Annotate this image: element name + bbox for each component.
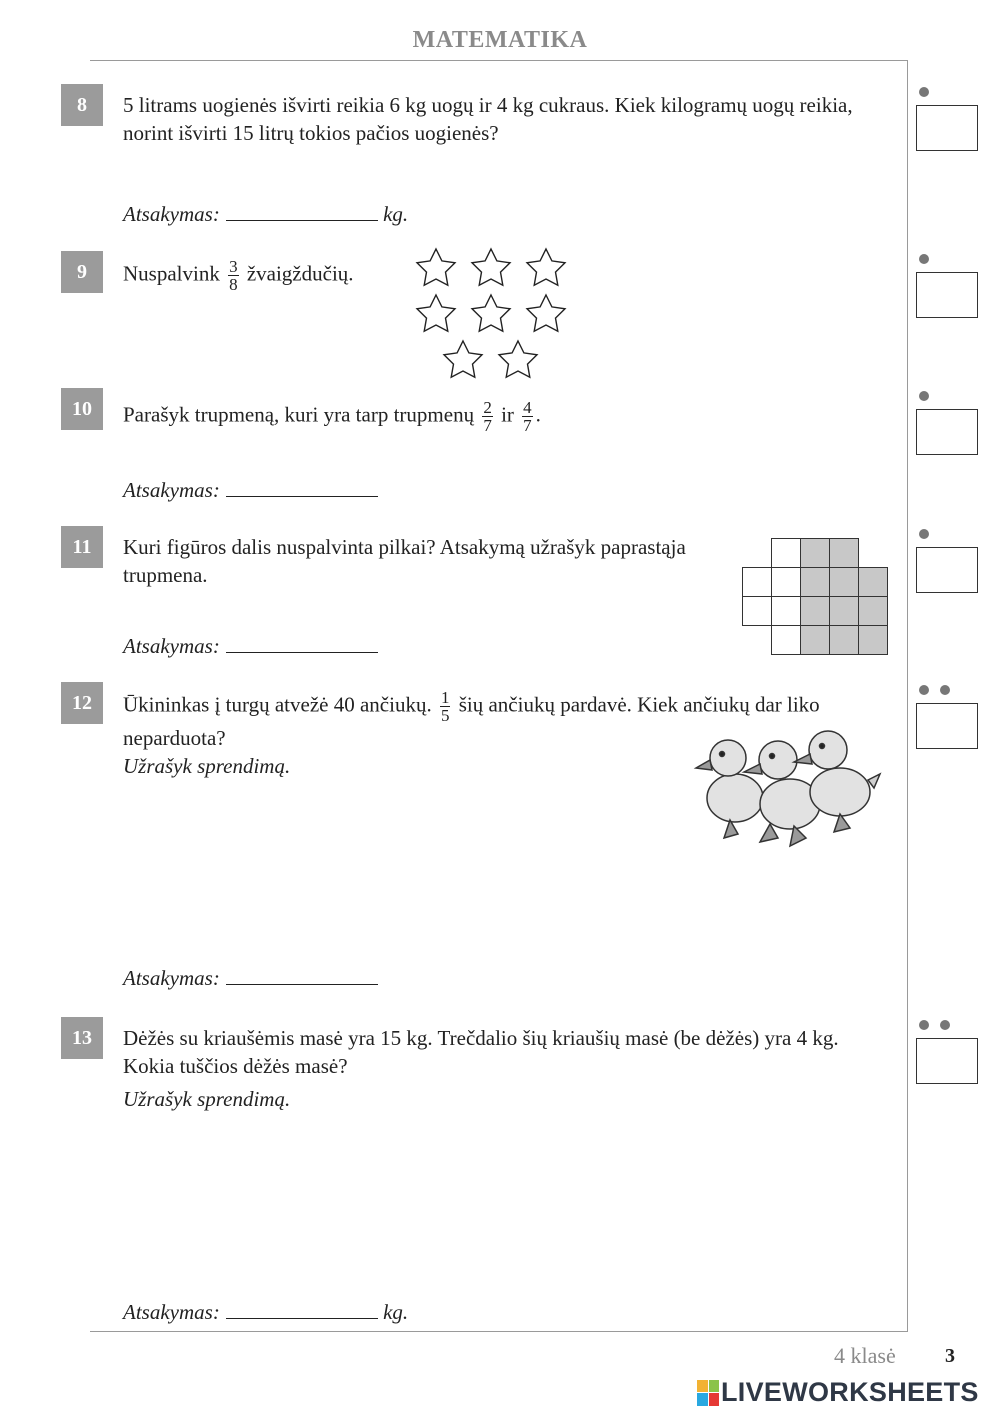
answer-label: Atsakymas:	[123, 634, 220, 658]
liveworksheets-watermark	[697, 1377, 979, 1408]
footer-grade: 4 klasė	[834, 1343, 896, 1368]
page-number: 3	[945, 1345, 955, 1367]
grid-figure	[742, 538, 888, 655]
question-12-answer	[123, 964, 378, 991]
score-dot	[919, 254, 929, 264]
frame-right-border	[907, 60, 908, 1332]
star-icon[interactable]	[527, 249, 565, 285]
question-10-text-end: .	[535, 402, 541, 427]
star-icon[interactable]	[444, 341, 482, 377]
star-icon[interactable]	[527, 295, 565, 331]
answer-line[interactable]	[226, 476, 378, 497]
question-11-text: Kuri figūros dalis nuspalvinta pilkai? Atsakymą užrašyk paprastąja trupmena.	[123, 535, 686, 587]
page-title: MATEMATIKA	[412, 27, 588, 53]
question-10-text	[123, 399, 541, 434]
question-10-number: 10	[61, 388, 103, 430]
fraction-four-sevenths: $\frac{4}{7}$	[523, 398, 532, 435]
question-11-number: 11	[61, 526, 103, 568]
question-9-text-before: Nuspalvink	[123, 261, 220, 286]
ducklings-illustration	[690, 720, 890, 850]
question-10-text-mid: ir	[501, 402, 514, 427]
star-icon[interactable]	[472, 249, 510, 285]
question-13-instruction: Užrašyk sprendimą.	[123, 1087, 291, 1111]
score-dot	[919, 1020, 929, 1030]
question-11-answer	[123, 632, 378, 659]
star-icon[interactable]	[472, 295, 510, 331]
frame-top-border	[90, 60, 907, 61]
question-8-score-box[interactable]	[916, 105, 978, 151]
score-dot	[919, 87, 929, 97]
score-dot	[940, 685, 950, 695]
question-10-score-box[interactable]	[916, 409, 978, 455]
question-8-answer	[123, 200, 408, 227]
answer-label: Atsakymas:	[123, 202, 220, 226]
answer-line[interactable]	[226, 632, 378, 653]
question-8-text: 5 litrams uogienės išvirti reikia 6 kg uogų ir 4 kg cukraus. Kiek kilogramų uogų reikia, norint išvirti 15 litrų tokios pačios uogienės?	[123, 93, 853, 145]
answer-unit: kg.	[383, 202, 409, 226]
question-13-score-box[interactable]	[916, 1038, 978, 1084]
question-12-number: 12	[61, 682, 103, 724]
score-dot	[919, 685, 929, 695]
question-9-score-box[interactable]	[916, 272, 978, 318]
stars-group	[410, 245, 580, 385]
question-9-number: 9	[61, 251, 103, 293]
question-12-score-box[interactable]	[916, 703, 978, 749]
answer-unit: kg.	[383, 1300, 409, 1324]
fraction-one-fifth: $\frac{1}{5}$	[440, 688, 450, 725]
answer-line[interactable]	[226, 1298, 378, 1319]
question-11-score-box[interactable]	[916, 547, 978, 593]
question-12-text-after: šių ančiukų pardavė. Kiek ančiukų dar liko neparduota?	[123, 692, 820, 750]
question-10-answer	[123, 476, 378, 503]
score-dot	[919, 529, 929, 539]
question-12-text-before: Ūkininkas į turgų atvežė 40 ančiukų.	[123, 692, 432, 717]
score-dot	[940, 1020, 950, 1030]
question-9-text-after: žvaigždučių.	[246, 261, 354, 286]
star-icon[interactable]	[499, 341, 537, 377]
watermark-text: LIVEWORKSHEETS	[721, 1377, 979, 1407]
question-10-text-before: Parašyk trupmeną, kuri yra tarp trupmenų	[123, 402, 475, 427]
answer-line[interactable]	[226, 964, 378, 985]
question-13-answer	[123, 1298, 408, 1325]
star-icon[interactable]	[417, 295, 455, 331]
fraction-three-eighths: $\frac{3}{8}$	[229, 257, 238, 294]
answer-line[interactable]	[226, 200, 378, 221]
score-dot	[919, 391, 929, 401]
question-13-number: 13	[61, 1017, 103, 1059]
question-13-text: Dėžės su kriaušėmis masė yra 15 kg. Trečdalio šių kriaušių masė (be dėžės) yra 4 kg. Kokia tuščios dėžės masė?	[123, 1026, 839, 1078]
liveworksheets-logo-icon	[697, 1380, 719, 1406]
answer-label: Atsakymas:	[123, 1300, 220, 1324]
question-8-number: 8	[61, 84, 103, 126]
fraction-two-sevenths: $\frac{2}{7}$	[483, 398, 492, 435]
question-9-text	[123, 258, 354, 293]
question-12-instruction: Užrašyk sprendimą.	[123, 754, 291, 778]
frame-bottom-border	[90, 1331, 908, 1332]
star-icon[interactable]	[417, 249, 455, 285]
answer-label: Atsakymas:	[123, 478, 220, 502]
answer-label: Atsakymas:	[123, 966, 220, 990]
